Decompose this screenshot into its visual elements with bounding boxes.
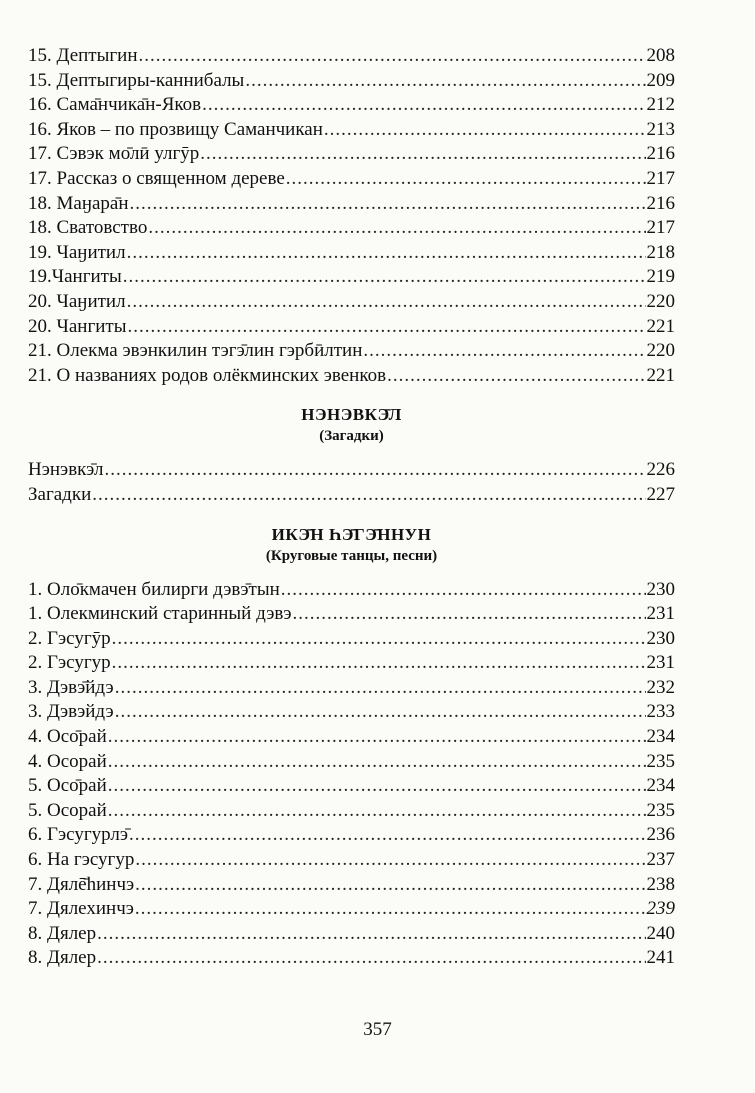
toc-entry [28,483,675,508]
toc-entry-page: 233 [646,701,675,723]
dot-leader [293,602,646,627]
toc-entry-title: 8. Дялер [28,947,97,969]
dot-leader [286,167,646,192]
toc-entry-title: 19. Чаӈитил [28,241,126,263]
toc-entry-title: 6. Гэсугурлэ̄ [28,824,129,846]
section-subtitle: (Загадки) [319,428,384,445]
toc-entry-page: 213 [646,118,675,140]
toc-entry-page: 209 [646,69,675,91]
toc-entry [28,44,675,69]
toc-entry [28,602,675,627]
toc-entry [28,364,675,389]
toc-entry-title: Нэнэвкэ̄л [28,459,104,481]
toc-entry-page: 216 [646,143,675,165]
toc-entry [28,118,675,143]
toc-entry-title: 20. Чангиты [28,315,127,337]
toc-entry [28,216,675,241]
toc-entry-title: 5. Осорай [28,799,107,821]
toc-entry-page: 220 [646,340,675,362]
toc-entry [28,69,675,94]
toc-entry-title: 16. Сама̄нчика̄н-Яков [28,94,202,116]
toc-entry-title: 1. Олекминский старинный дэвэ [28,603,292,625]
toc-entry-page: 227 [646,483,675,505]
toc-entry [28,651,675,676]
toc-entry-page: 235 [646,799,675,821]
dot-leader [115,676,646,701]
toc-entry-page: 239 [646,898,675,920]
toc-entry-page: 230 [646,627,675,649]
toc-entry-title: 16. Яков – по прозвищу Саманчикан [28,118,323,140]
toc-entry-title: 17. Сэвэк мо̄лӣ улгӯр [28,143,200,165]
toc-entry [28,700,675,725]
toc-entry [28,725,675,750]
toc-entry-title: 19.Чангиты [28,266,122,288]
toc-entry [28,627,675,652]
toc-entry-page: 220 [646,290,675,312]
toc-entry-page: 234 [646,726,675,748]
dot-leader [129,823,645,848]
toc-entry-title: 4. Осо̄рай [28,726,107,748]
toc-entry-page: 217 [646,167,675,189]
dot-leader [123,265,646,290]
dot-leader [112,651,646,676]
dot-leader [281,578,646,603]
dot-leader [387,364,645,389]
toc-entry-title: 15. Дептыгиры-каннибалы [28,69,245,91]
toc-entry-page: 221 [646,364,675,386]
toc-entry-title: 20. Чаӈитил [28,290,126,312]
toc-group-riddles [28,458,675,507]
toc-entry-page: 218 [646,241,675,263]
dot-leader [135,873,645,898]
toc-entry-title: 18. Маӈара̄н [28,192,129,214]
toc-entry-title: 7. Дялē̄һинчэ [28,873,135,895]
dot-leader [127,315,645,340]
toc-entry-title: Загадки [28,483,92,505]
toc-entry-title: 18. Сватовство [28,217,148,239]
toc-entry-title: 3. Дэвэ̄йдэ [28,676,114,698]
toc-group-dances [28,578,675,972]
toc-entry-title: 1. Оло̄кмачен билирги дэвэ̄тын [28,578,280,600]
toc-entry-page: 237 [646,849,675,871]
toc-entry-page: 219 [646,266,675,288]
toc-entry-page: 234 [646,775,675,797]
dot-leader [108,799,646,824]
dot-leader [127,290,646,315]
toc-entry-title: 15. Дептыгин [28,45,138,66]
toc-entry [28,897,675,922]
toc-entry [28,339,675,364]
toc-entry [28,315,675,340]
toc-entry-page: 230 [646,578,675,600]
dot-leader [112,627,646,652]
toc-entry-page: 221 [646,315,675,337]
section-header-riddles [28,404,675,446]
dot-leader [97,922,645,947]
dot-leader [245,69,645,94]
dot-leader [324,118,646,143]
toc-entry-page: 216 [646,192,675,214]
dot-leader [130,192,646,217]
toc-entry-title: 6. На гэсугур [28,849,135,871]
dot-leader [202,93,645,118]
toc-entry-title: 7. Дялехинчэ [28,898,134,920]
toc-entry [28,873,675,898]
dot-leader [135,848,645,873]
toc-entry [28,823,675,848]
section-header-dances [28,524,675,566]
dot-leader [148,216,645,241]
toc-entry [28,241,675,266]
section-title: НЭНЭВКЭ̄Л [301,405,402,425]
toc-entry [28,290,675,315]
toc-entry [28,578,675,603]
toc-entry-title: 4. Осорай [28,750,107,772]
toc-entry [28,799,675,824]
toc-entry-title: 5. Осо̄рай [28,775,107,797]
toc-entry-page: 241 [646,947,675,969]
toc-entry-title: 3. Дэвэйдэ [28,701,114,723]
toc-entry [28,946,675,971]
toc-group-stories [28,44,675,388]
toc-entry [28,676,675,701]
toc-entry-page: 235 [646,750,675,772]
dot-leader [135,897,646,922]
dot-leader [127,241,646,266]
dot-leader [363,339,645,364]
toc-entry-page: 212 [646,94,675,116]
toc-entry-title: 17. Рассказ о священном дереве [28,167,285,189]
toc-entry-page: 208 [646,45,675,66]
dot-leader [97,946,645,971]
toc-entry-page: 231 [646,603,675,625]
toc-entry [28,142,675,167]
toc-entry-page: 217 [646,217,675,239]
toc-entry-title: 2. Гэсугӯр [28,627,111,649]
toc-entry-title: 21. О названиях родов олёкминских эвенков [28,364,387,386]
toc-entry-page: 231 [646,652,675,674]
toc-entry-page: 236 [646,824,675,846]
section-subtitle: (Круговые танцы, песни) [265,547,438,564]
toc-entry [28,458,675,483]
toc-entry [28,265,675,290]
toc-entry-title: 8. Дялер [28,922,97,944]
toc-entry-page: 226 [646,459,675,481]
toc-entry-title: 21. Олекма эвэнкилин тэгэ̄лин гэрбӣлтин [28,340,363,362]
page-number: 357 [363,1019,392,1040]
dot-leader [115,700,646,725]
toc-entry [28,848,675,873]
dot-leader [92,483,645,508]
dot-leader [104,458,645,483]
toc-entry [28,774,675,799]
dot-leader [108,750,646,775]
toc-entry [28,750,675,775]
dot-leader [108,774,646,799]
toc-entry [28,922,675,947]
toc-entry-title: 2. Гэсугур [28,652,111,674]
toc-entry-page: 238 [646,873,675,895]
section-title: ИКЭ̄Н ҺЭ̄ГЭ̄ННУН [271,524,432,544]
dot-leader [108,725,646,750]
toc-entry [28,192,675,217]
toc-entry [28,93,675,118]
toc-entry-page: 232 [646,676,675,698]
toc-entry [28,167,675,192]
toc-entry-page: 240 [646,922,675,944]
table-of-contents [28,44,675,971]
dot-leader [200,142,645,167]
dot-leader [139,44,646,69]
